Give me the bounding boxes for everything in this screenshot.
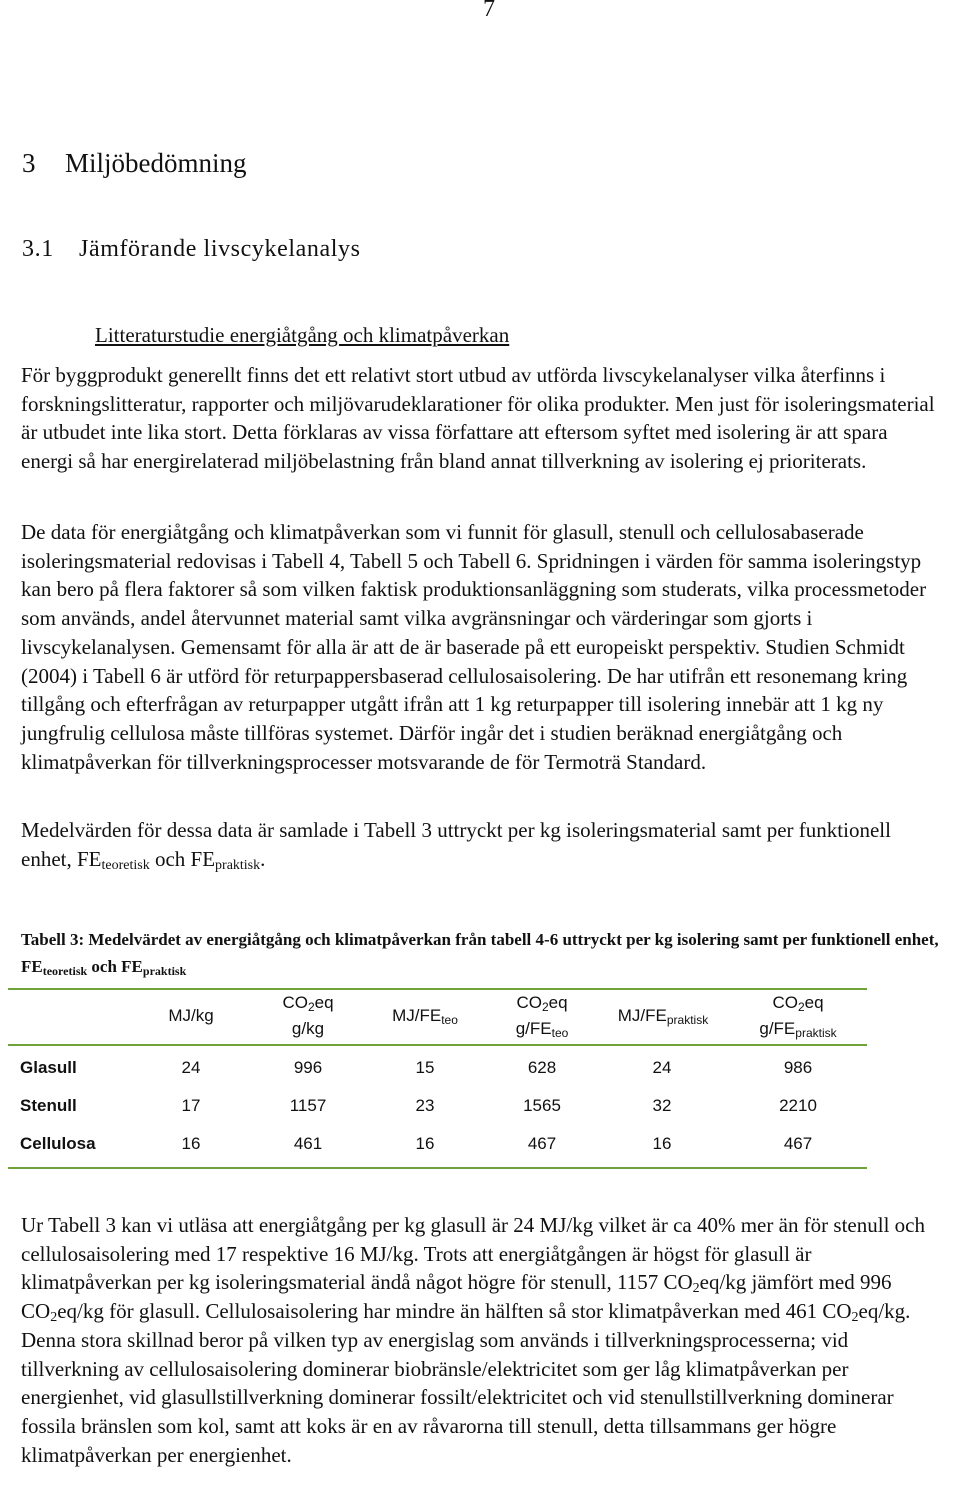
header-co2-sub: 2	[307, 1000, 315, 1014]
co2-subscript: 2	[692, 1281, 700, 1297]
table-cell: 16	[181, 1134, 201, 1153]
table-caption	[21, 926, 951, 980]
paragraph-3-sub-teoretisk: teoretisk	[101, 857, 150, 873]
paragraph-3-end: .	[260, 846, 266, 871]
table-cell: 2210	[779, 1096, 817, 1115]
paragraph-3-sub-praktisk: praktisk	[215, 857, 261, 873]
paragraph-2: De data för energiåtgång och klimatpåverkan som vi funnit för glasull, stenull och cellulosabaserade isoleringsmaterial redovisas i Tabell 4, Tabell 5 och Tabell 6. Spridningen i värden för samma isoleringstyp kan bero på flera faktorer så som vilken faktisk produktionsanläggning som studerats, vilka processmetoder som används, andel återvunnet material samt vilka avgränsningar och värderingar som gjorts i livscykelanalysen. Gemensamt för alla är att de är baserade på ett europeiskt perspektiv. Studien Schmidt (2004) i Tabell 6 är utförd för returpappersbaserad cellulosaisolering. De har utifrån ett resonemang kring tillgång och efterfrågan av returpapper utgått ifrån att 1 kg returpapper till isolering innebär att 1 kg ny jungfrulig cellulosa måste tillföras systemet. Därför ingår det i studien beräknad energiåtgång och klimatpåverkan för tillverkningsprocesser motsvarande de för Termoträ Standard.	[21, 520, 927, 774]
section-number: 3	[22, 148, 36, 178]
header-mj-fe-teo	[370, 1003, 480, 1029]
table-cell: 628	[527, 1058, 557, 1077]
paragraph-4-part: eq/kg jämfört med 996 CO	[21, 1270, 892, 1324]
table-cell: 15	[415, 1058, 435, 1077]
row-label-stenull: Stenull	[20, 1096, 77, 1115]
subsection-heading	[22, 236, 361, 263]
header-mj-fe-praktisk	[598, 1003, 728, 1029]
table-cell: 16	[415, 1134, 435, 1153]
subsubsection-heading: Litteraturstudie energiåtgång och klimatpåverkan	[95, 323, 510, 347]
row-label-glasull: Glasull	[20, 1058, 77, 1077]
header-co2-sub: 2	[797, 1000, 805, 1014]
table-cell: 24	[181, 1058, 201, 1077]
header-g-fe-label: g/FE	[515, 1019, 552, 1038]
table-cell: 467	[527, 1134, 557, 1153]
header-mj-fe-label: MJ/FE	[617, 1006, 667, 1025]
caption-text: Tabell 3: Medelvärdet av energiåtgång och klimatpåverkan från tabell 4-6 uttryckt per kg isolering samt per funktionell enhet, FE	[21, 930, 939, 976]
co2-subscript: 2	[851, 1310, 859, 1326]
table-cell: 32	[652, 1096, 672, 1115]
data-table	[8, 988, 867, 1169]
header-praktisk-sub: praktisk	[666, 1013, 709, 1027]
header-co2-sub: 2	[541, 1000, 549, 1014]
table-cell: 17	[181, 1096, 201, 1115]
header-mj-fe-label: MJ/FE	[392, 1006, 442, 1025]
header-co2-label: CO	[282, 993, 308, 1012]
table-cell: 1565	[523, 1096, 561, 1115]
paragraph-4-part: Ur Tabell 3 kan vi utläsa att energiåtgång per kg glasull är 24 MJ/kg vilket är ca 40% mer än för stenull och cellulosaisolering med 17 respektive 16 MJ/kg. Trots att energiåtgången är högst för glasull är klimatpåverkan per kg isoleringsmaterial ändå något högre för stenull, 1157 CO	[21, 1213, 925, 1295]
section-heading	[22, 148, 247, 179]
page-number: 7	[483, 0, 495, 22]
header-g-kg: g/kg	[291, 1019, 325, 1038]
header-eq-label: eq	[314, 993, 334, 1012]
co2-subscript: 2	[50, 1310, 58, 1326]
caption-sub-teoretisk: teoretisk	[42, 964, 88, 978]
header-eq-label: eq	[804, 993, 824, 1012]
header-co2-label: CO	[516, 993, 542, 1012]
paragraph-4-part: eq/kg för glasull. Cellulosaisolering har mindre än hälften så stor klimatpåverkan med 461 CO	[57, 1299, 852, 1324]
table-cell: 16	[652, 1134, 672, 1153]
header-co2-g-kg	[258, 990, 358, 1042]
header-mj-kg: MJ/kg	[168, 1006, 214, 1025]
header-divider	[8, 1044, 867, 1046]
header-eq-label: eq	[548, 993, 568, 1012]
subsection-title: Jämförande livscykelanalys	[79, 236, 361, 262]
header-praktisk-sub: praktisk	[795, 1026, 837, 1040]
section-title: Miljöbedömning	[65, 148, 247, 178]
table-cell: 986	[783, 1058, 813, 1077]
table-cell: 1157	[289, 1096, 327, 1115]
table-cell: 467	[783, 1134, 813, 1153]
paragraph-4	[21, 1211, 941, 1469]
table-cell: 24	[652, 1058, 672, 1077]
table-cell: 996	[293, 1058, 323, 1077]
caption-mid: och FE	[87, 957, 143, 976]
caption-sub-praktisk: praktisk	[142, 964, 187, 978]
header-teo-sub: teo	[441, 1013, 458, 1027]
header-g-fe-label: g/FE	[759, 1019, 796, 1038]
header-co2-label: CO	[772, 993, 798, 1012]
paragraph-3	[21, 816, 941, 873]
header-co2-g-fe-teo	[486, 990, 598, 1042]
row-label-cellulosa: Cellulosa	[20, 1134, 96, 1153]
header-teo-sub: teo	[551, 1026, 569, 1040]
paragraph-3-mid: och FE	[149, 846, 216, 871]
table-cell: 23	[415, 1096, 435, 1115]
header-co2-g-fe-praktisk	[733, 990, 863, 1042]
table-cell: 461	[293, 1134, 323, 1153]
subsection-number: 3.1	[22, 236, 54, 262]
paragraph-1: För byggprodukt generellt finns det ett relativt stort utbud av utförda livscykelanalyser vilka återfinns i forskningslitteratur, rapporter och miljövarudeklarationer för olika produkter. Men just för isoleringsmaterial är utbudet inte lika stort. Detta förklaras av vissa författare att eftersom syftet med isolering är att spara energi så har energirelaterad miljöbelastning från bland annat tillverkning av isolering ej prioriterats.	[21, 363, 935, 474]
paragraph-4-part: eq/kg. Denna stora skillnad beror på vilken typ av energislag som används i tillverkningsprocesserna; vid tillverkning av cellulosaisolering dominerar biobränsle/elektricitet som ger låg klimatpåverkan per energienhet, vid glasullstillverkning dominerar fossilt/elektricitet och vid stenullstillverkning dominerar fossila bränslen som kol, samt att koks är en av råvarorna till stenull, detta tillsammans ger högre klimatpåverkan per energienhet.	[21, 1299, 911, 1467]
paragraph-3-text: Medelvärden för dessa data är samlade i Tabell 3 uttryckt per kg isoleringsmaterial samt per funktionell enhet, FE	[21, 818, 891, 871]
